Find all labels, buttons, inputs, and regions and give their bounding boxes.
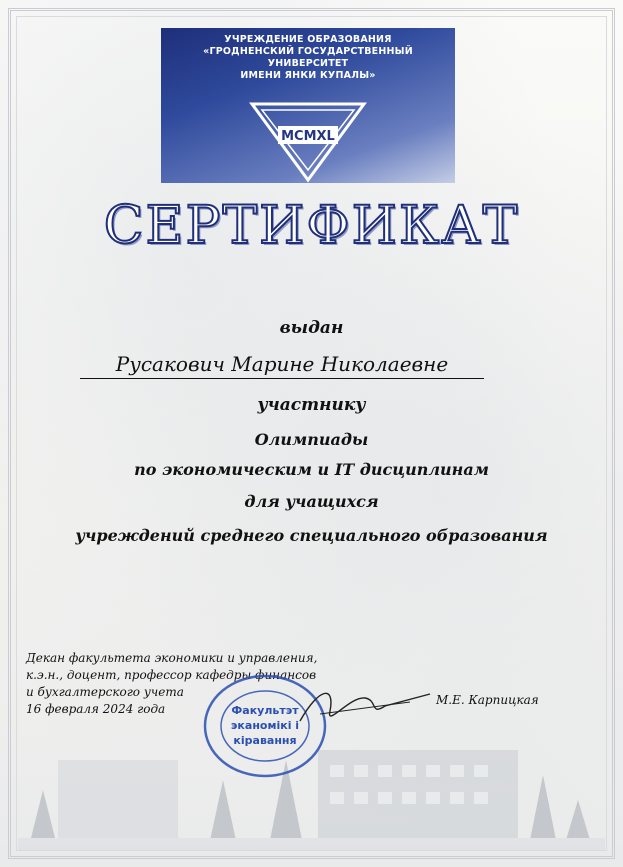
stamp-text: Факультэт (231, 704, 299, 717)
certificate-title: СЕРТИФИКАТ (103, 196, 520, 256)
position-line: и бухгалтерского учета (26, 685, 184, 699)
recipient-name: Русакович Марине Николаевне (80, 352, 484, 379)
event-line: по экономическим и IT дисциплинам (134, 460, 489, 479)
handwritten-signature (290, 676, 440, 736)
university-name (161, 34, 455, 82)
role-label: участнику (257, 395, 366, 415)
signer-name: М.Е. Карпицкая (436, 693, 539, 707)
event-line: для учащихся (244, 492, 379, 511)
header-line: УНИВЕРСИТЕТ (267, 58, 349, 69)
issued-label: выдан (279, 318, 344, 338)
stamp-text: кіравання (233, 734, 297, 747)
position-line: к.э.н., доцент, профессор кафедры финансов (26, 668, 317, 682)
header-line: УЧРЕЖДЕНИЕ ОБРАЗОВАНИЯ (224, 34, 392, 45)
issue-date: 16 февраля 2024 года (26, 702, 166, 716)
event-line: учреждений среднего специального образования (75, 526, 548, 545)
university-emblem-icon (248, 100, 368, 184)
university-header-banner (161, 28, 455, 183)
position-line: Декан факультета экономики и управления, (26, 651, 318, 665)
emblem-label: MCMXL (281, 129, 335, 144)
header-line: «ГРОДНЕНСКИЙ ГОСУДАРСТВЕННЫЙ (203, 46, 413, 57)
event-line: Олимпиады (254, 430, 369, 449)
stamp-text: эканомікі і (230, 719, 300, 732)
header-line: ИМЕНИ ЯНКИ КУПАЛЫ» (240, 70, 376, 81)
